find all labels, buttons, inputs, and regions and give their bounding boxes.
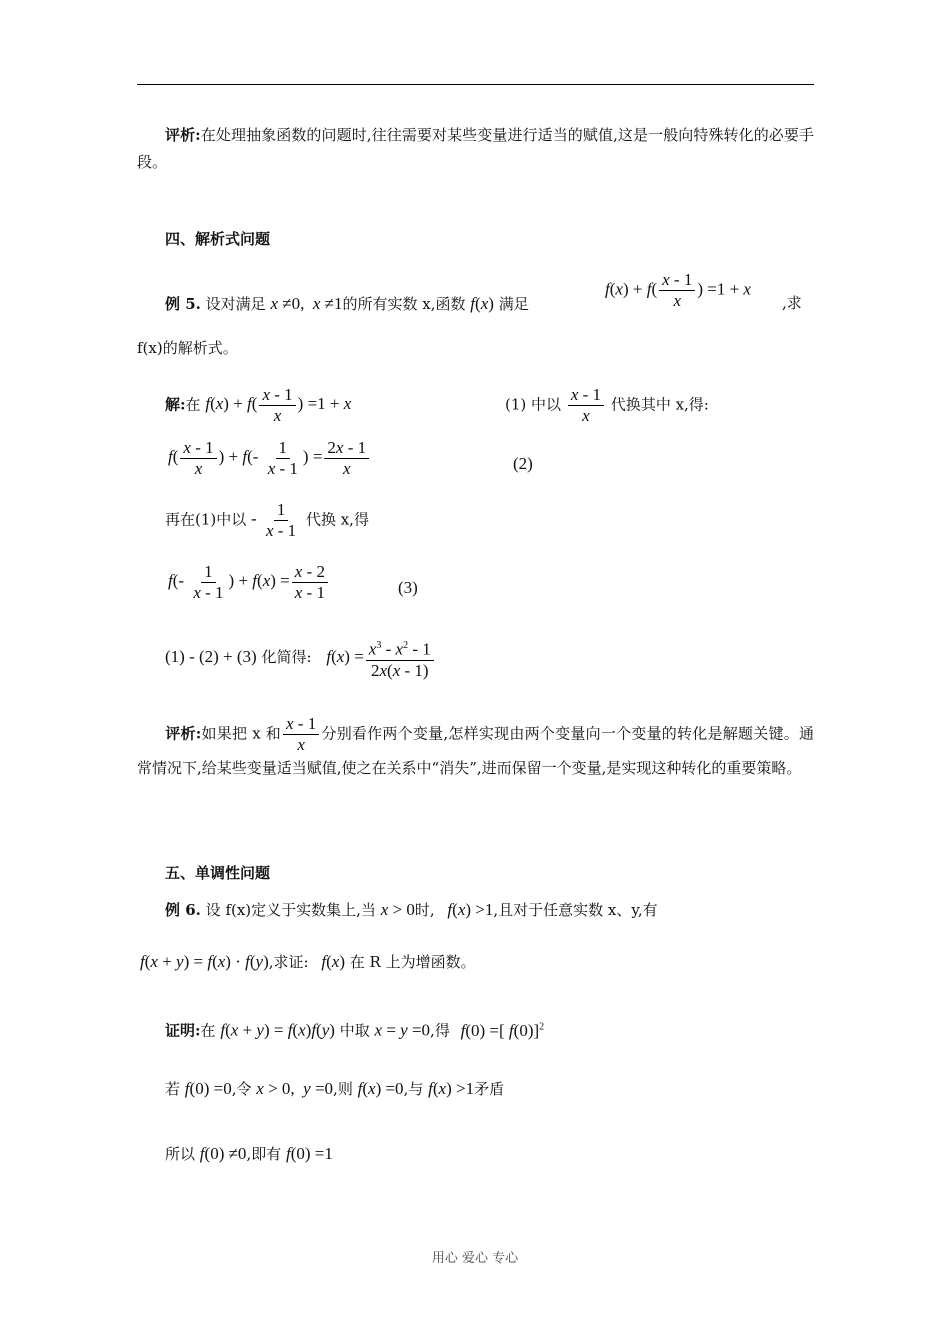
equation-tag-3: (3) xyxy=(398,578,418,597)
solution-label: 解: xyxy=(165,395,186,414)
math-eq2: f( $\frac{x - 1}{x}$ ) + f(- $\frac{1}{x - 1}$ ) = $\frac{2x - 1}{x}$ xyxy=(168,447,371,466)
math-functional-equation: f(x) + f( $\frac{x - 1}{x}$ ) =1 + x xyxy=(605,270,751,310)
math-condition: x ≠0, x ≠1 xyxy=(270,294,343,313)
comment-paragraph-1 xyxy=(137,122,814,176)
math-substitution-1: $\frac{x - 1}{x}$ xyxy=(566,394,606,413)
math-substitution-2: - $\frac{1}{x - 1}$ xyxy=(251,500,297,540)
example-5: 例 5. 设对满足 x ≠0, x ≠1的所有实数 x,函数 f(x) 满足 f(x) + f( $\frac{x - 1}{x}$ ) =1 + x ,求 xyxy=(165,270,802,313)
equation-2 xyxy=(168,438,768,488)
section-heading-5: 五、单调性问题 xyxy=(165,864,271,882)
header-rule xyxy=(137,84,814,85)
equation-3 xyxy=(168,562,768,612)
solution-line-1: 解:在 f(x) + f( $\frac{x - 1}{x}$ ) =1 + x (1) 中以 $\frac{x - 1}{x}$ 代换其中 x,得: xyxy=(165,385,709,425)
example-label: 例 5. xyxy=(165,295,201,313)
math-result: f(x) = $\frac{x^3 - x^2 - 1}{2x(x - 1)}$ xyxy=(326,647,435,666)
proof-line-3: 所以 f(0) ≠0,即有 f(0) =1 xyxy=(165,1144,333,1163)
solution-result: (1) - (2) + (3) 化简得: f(x) = $\frac{x^3 - x^2 - 1}{2x(x - 1)}$ xyxy=(165,636,436,681)
math-eq3: f(- $\frac{1}{x - 1}$ ) + f(x) = $\frac{x - 2}{x - 1}$ xyxy=(168,571,330,590)
math-eq1: f(x) + f( $\frac{x - 1}{x}$ ) =1 + x xyxy=(205,385,352,425)
proof-line-1: 证明:在 f(x + y) = f(x)f(y) 中取 x = y =0,得 f(0) =[ f(0)]$^2$ xyxy=(165,1020,545,1040)
comment-text: 在处理抽象函数的问题时,往往需要对某些变量进行适当的赋值,这是一般向特殊转化的必要手段。 xyxy=(137,126,814,171)
comment-label: 评析: xyxy=(165,724,202,743)
solution-line-2: 再在(1)中以 - $\frac{1}{x - 1}$ 代换 x,得 xyxy=(165,500,369,540)
equation-tag-2: (2) xyxy=(513,454,533,473)
math-combination: (1) - (2) + (3) xyxy=(165,647,257,667)
example-label: 例 6. xyxy=(165,901,201,919)
section-heading-4: 四、解析式问题 xyxy=(165,230,271,248)
math-variable: $\frac{x - 1}{x}$ xyxy=(281,723,321,742)
example-6: 例 6. 设 f(x)定义于实数集上,当 x > 0时, f(x) >1,且对于任意实数 x、y,有 xyxy=(165,900,658,919)
math-fx: f(x) xyxy=(470,294,494,313)
example-6-line-2: f(x + y) = f(x) · f(y),求证: f(x) 在 R 上为增函数。 xyxy=(140,952,476,971)
proof-label: 证明: xyxy=(165,1021,201,1040)
example-5-tail: f(x)的解析式。 xyxy=(137,339,238,357)
page-footer: 用心 爱心 专心 xyxy=(431,1251,519,1266)
proof-line-2: 若 f(0) =0,令 x > 0, y =0,则 f(x) =0,与 f(x) >1矛盾 xyxy=(165,1079,505,1098)
comment-paragraph-2: 评析:如果把 x 和 $\frac{x - 1}{x}$ 分别看作两个变量,怎样实现由两个变量向一个变量的转化是解题关键。通常情况下,给某些变量适当赋值,使之在关系中“消失”,进而保留一个变量,是实现这种转化的重要策略。 xyxy=(137,714,814,777)
comment-label: 评析: xyxy=(165,126,201,144)
